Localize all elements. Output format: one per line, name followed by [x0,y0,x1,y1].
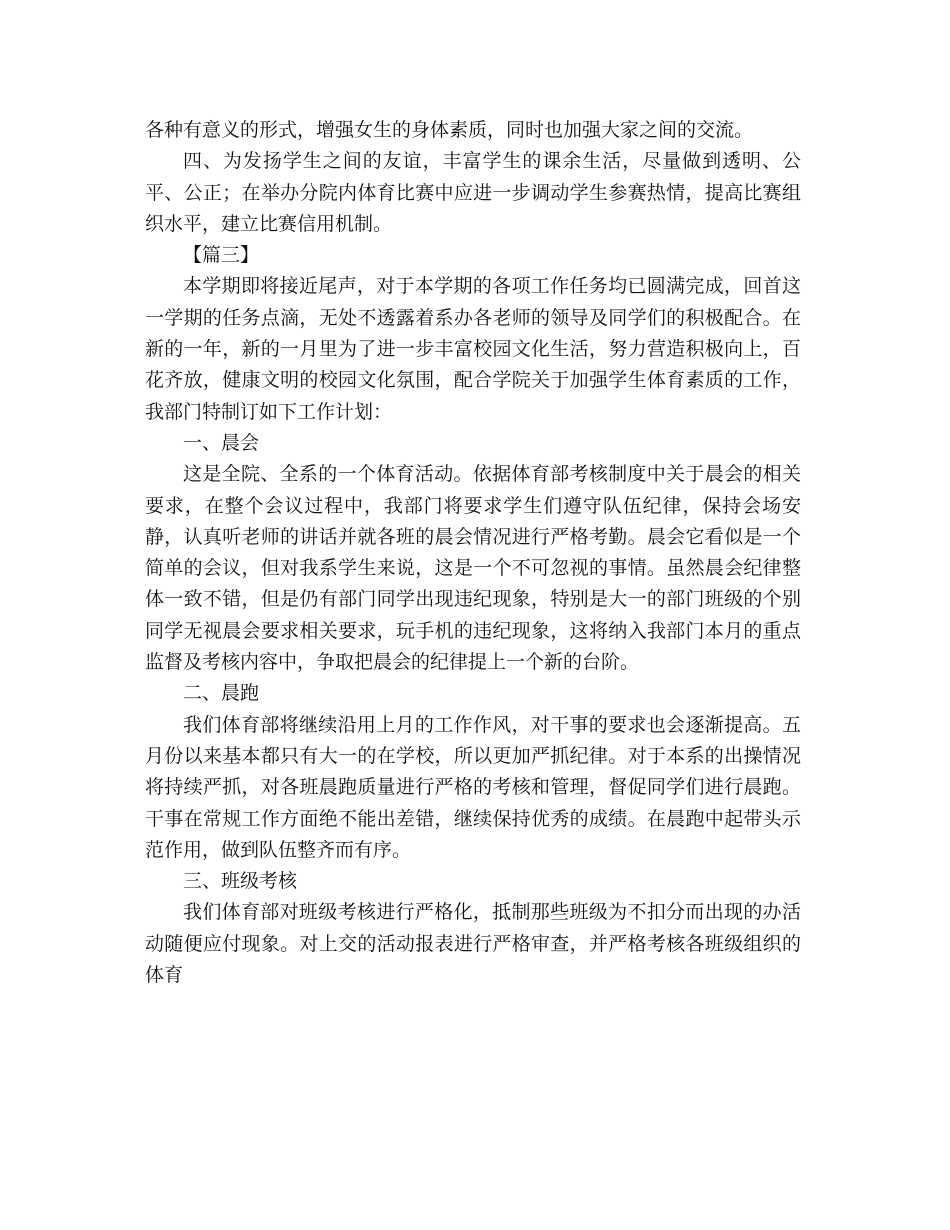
subheading-morning-meeting: 一、晨会 [183,431,260,454]
subheading-class-assessment: 三、班级考核 [183,870,298,893]
section-heading-part-three: 【篇三】 [183,244,260,267]
paragraph-class-assessment: 我们体育部对班级考核进行严格化，抵制那些班级为不扣分而出现的办活动随便应付现象。对上交的活动报表进行严格审查，并严格考核各班级组织的体育 [145,901,801,987]
paragraph-continuation: 各种有意义的形式，增强女生的身体素质，同时也加强大家之间的交流。 [145,119,754,141]
subheading-morning-run: 二、晨跑 [183,682,260,705]
paragraph-morning-meeting: 这是全院、全系的一个体育活动。依据体育部考核制度中关于晨会的相关要求，在整个会议过程中，我部门将要求学生们遵守队伍纪律，保持会场安静，认真听老师的讲话并就各班的晨会情况进行严格考勤。晨会它看似是一个简单的会议，但对我系学生来说，这是一个不可忽视的事情。虽然晨会纪律整体一致不错，但是仍有部门同学出现违纪现象，特别是大一的部门班级的个别同学无视晨会要求相关要求，玩手机的违纪现象，这将纳入我部门本月的重点监督及考核内容中，争取把晨会的纪律提上一个新的台阶。 [145,463,801,674]
paragraph-morning-run: 我们体育部将继续沿用上月的工作作风，对干事的要求也会逐渐提高。五月份以来基本都只有大一的在学校，所以更加严抓纪律。对于本系的出操情况将持续严抓，对各班晨跑质量进行严格的考核和管理，督促同学们进行晨跑。干事在常规工作方面绝不能出差错，继续保持优秀的成绩。在晨跑中起带头示范作用，做到队伍整齐而有序。 [145,713,801,861]
paragraph-item-four: 四、为发扬学生之间的友谊，丰富学生的课余生活，尽量做到透明、公平、公正；在举办分院内体育比赛中应进一步调动学生参赛热情，提高比赛组织水平，建立比赛信用机制。 [145,150,801,235]
paragraph-intro: 本学期即将接近尾声，对于本学期的各项工作任务均已圆满完成，回首这一学期的任务点滴，无处不透露着系办各老师的领导及同学们的积极配合。在新的一年，新的一月里为了进一步丰富校园文化生活，努力营造积极向上，百花齐放，健康文明的校园文化氛围，配合学院关于加强学生体育素质的工作，我部门特制订如下工作计划： [145,275,801,423]
document-page [145,115,801,991]
